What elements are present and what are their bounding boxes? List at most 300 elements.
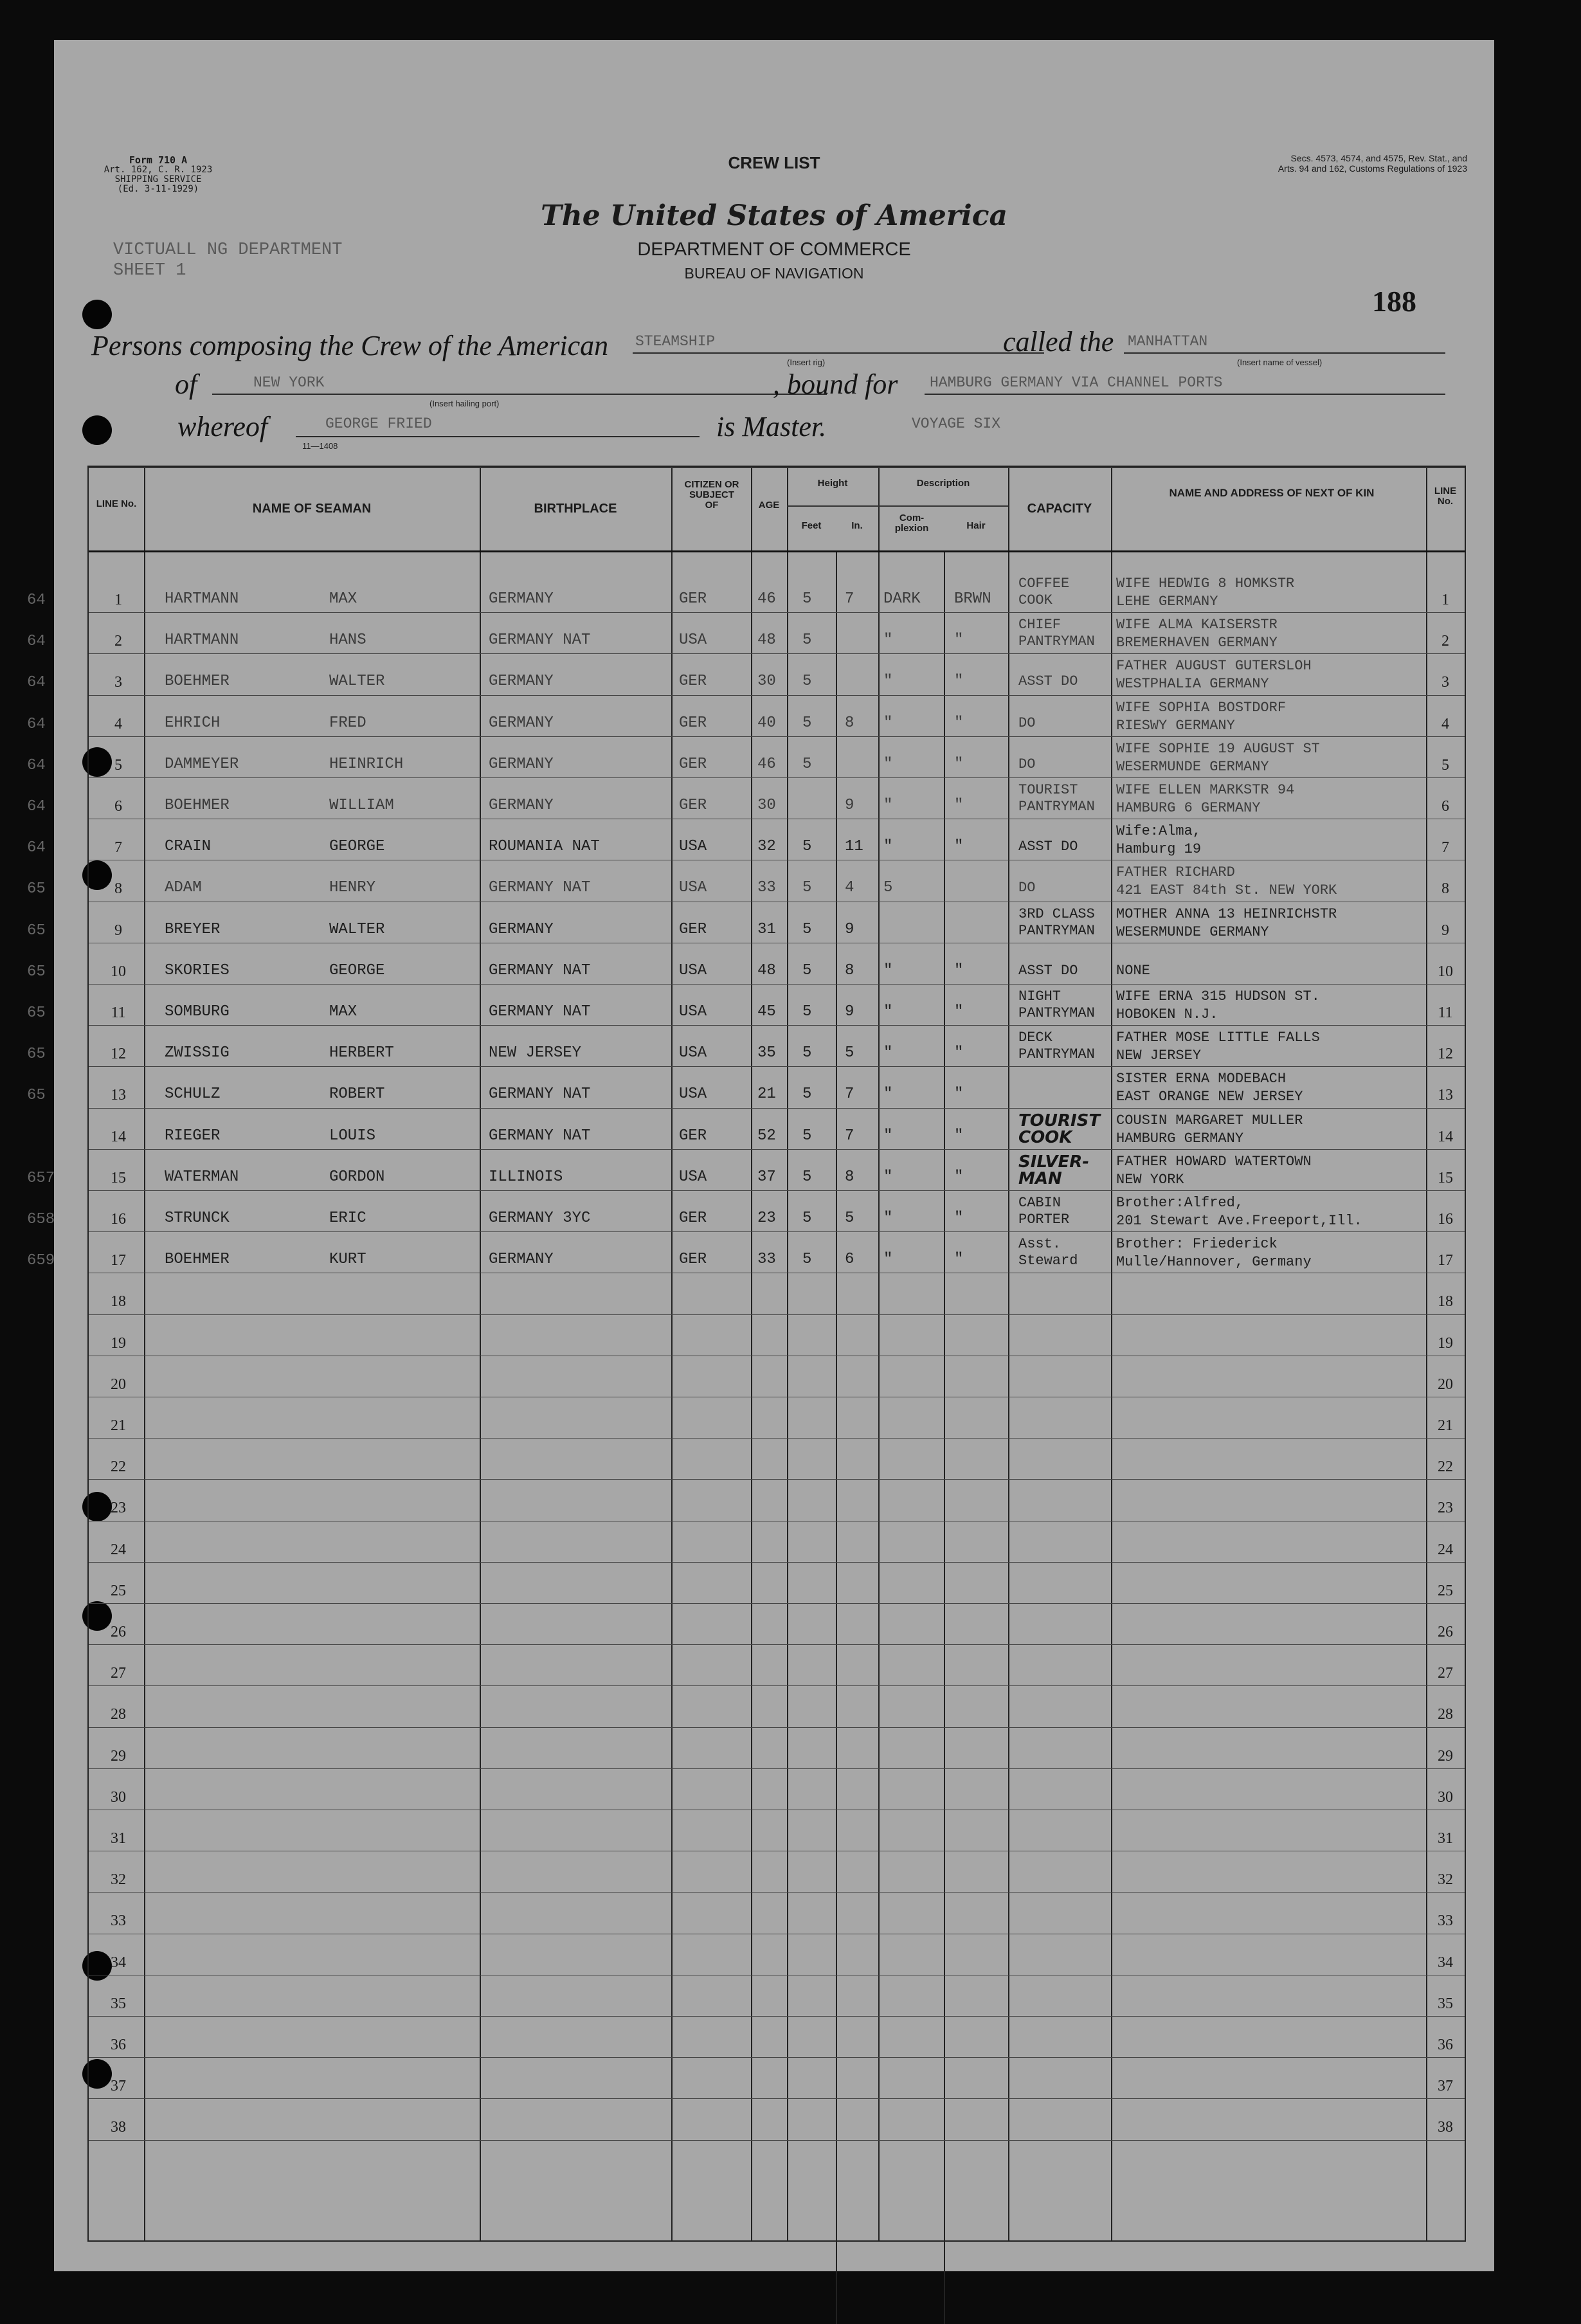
next-of-kin: LEHE GERMANY <box>1116 594 1218 610</box>
line-number-left: 36 <box>111 2037 126 2053</box>
next-of-kin: 201 Stewart Ave.Freeport,Ill. <box>1116 1213 1362 1229</box>
next-of-kin: HAMBURG 6 GERMANY <box>1116 800 1261 816</box>
age: 30 <box>757 673 776 691</box>
hair: " <box>954 838 964 856</box>
next-of-kin: EAST ORANGE NEW JERSEY <box>1116 1089 1303 1105</box>
line-number-right: 20 <box>1438 1375 1453 1393</box>
height-feet: 5 <box>802 714 812 732</box>
vessel-hint: (Insert name of vessel) <box>1237 358 1323 367</box>
height-inches: 9 <box>845 1003 854 1021</box>
height-feet: 5 <box>802 920 812 938</box>
line-number-right: 1 <box>1441 592 1449 608</box>
seaman-given-name: WALTER <box>329 920 385 938</box>
form-article: Art. 162, C. R. 1923 <box>104 165 213 175</box>
seaman-surname: HARTMANN <box>165 631 239 649</box>
citizenship: USA <box>679 838 707 856</box>
punch-hole <box>82 415 112 445</box>
line-number-right: 31 <box>1438 1830 1453 1847</box>
next-of-kin: Brother: Friederick <box>1116 1236 1278 1253</box>
line-number-right: 13 <box>1438 1087 1453 1104</box>
height-feet: 5 <box>802 1044 812 1062</box>
vessel-name: MANHATTAN <box>1128 333 1208 350</box>
capacity: CABIN <box>1018 1195 1062 1211</box>
capacity: SILVER- <box>1018 1152 1090 1172</box>
complexion: " <box>883 631 893 649</box>
next-of-kin: WESTPHALIA GERMANY <box>1116 676 1269 693</box>
line-number-left: 25 <box>111 1582 126 1599</box>
citizenship: GER <box>679 1127 707 1145</box>
row-rule <box>89 984 1465 985</box>
age: 46 <box>757 755 776 773</box>
line-number-right: 14 <box>1438 1128 1453 1145</box>
col-next-of-kin: NAME AND ADDRESS OF NEXT OF KIN <box>1169 487 1375 499</box>
seaman-surname: SCHULZ <box>165 1085 221 1103</box>
next-of-kin: WESERMUNDE GERMANY <box>1116 923 1269 940</box>
birthplace: GERMANY 3YC <box>489 1210 591 1227</box>
next-of-kin: COUSIN MARGARET MULLER <box>1116 1112 1303 1129</box>
line-number-right: 22 <box>1438 1458 1453 1476</box>
next-of-kin: WIFE ERNA 315 HUDSON ST. <box>1116 988 1320 1004</box>
next-of-kin: BREMERHAVEN GERMANY <box>1116 635 1278 651</box>
birthplace: GERMANY NAT <box>489 1003 591 1021</box>
line-number-right: 23 <box>1438 1500 1453 1517</box>
margin-serial: 659 <box>27 1252 55 1270</box>
margin-serial: 64 <box>27 756 46 774</box>
height-feet: 5 <box>802 1127 812 1145</box>
line-number-right: 12 <box>1438 1046 1453 1063</box>
margin-serial: 657 <box>27 1169 55 1187</box>
complexion: " <box>883 838 893 856</box>
capacity: Asst. <box>1018 1236 1062 1253</box>
seaman-surname: ZWISSIG <box>165 1044 230 1062</box>
complexion: " <box>883 673 893 691</box>
line-number-left: 1 <box>114 592 122 608</box>
line-number-right: 15 <box>1438 1169 1453 1186</box>
line-number-right: 28 <box>1438 1706 1453 1723</box>
col-hair: Hair <box>966 520 986 531</box>
col-line-no-right: LINE No. <box>1434 486 1457 507</box>
country-title: The United States of America <box>540 199 1008 232</box>
line-number-right: 10 <box>1438 963 1453 980</box>
height-feet: 5 <box>802 1003 812 1021</box>
seaman-given-name: GEORGE <box>329 838 385 856</box>
line-number-right: 38 <box>1438 2119 1453 2136</box>
col-citizen: CITIZEN OR SUBJECT OF <box>684 479 739 511</box>
seaman-given-name: ERIC <box>329 1210 366 1227</box>
persons-label: Persons composing the Crew of the American <box>91 330 609 361</box>
line-number-right: 18 <box>1438 1293 1453 1311</box>
birthplace: NEW JERSEY <box>489 1044 582 1062</box>
sheet-number: 188 <box>1372 285 1416 318</box>
complexion: " <box>883 1003 893 1021</box>
line-number-right: 36 <box>1438 2037 1453 2053</box>
complexion: " <box>883 797 893 814</box>
line-number-right: 26 <box>1438 1624 1453 1640</box>
age: 37 <box>757 1168 776 1186</box>
line-number-left: 34 <box>111 1954 126 1971</box>
line-number-left: 12 <box>111 1046 126 1063</box>
form-service: SHIPPING SERVICE <box>114 174 202 185</box>
hair: " <box>954 1210 964 1227</box>
age: 21 <box>757 1085 776 1103</box>
seaman-surname: WATERMAN <box>165 1168 239 1186</box>
complexion: " <box>883 1168 893 1186</box>
next-of-kin: MOTHER ANNA 13 HEINRICHSTR <box>1116 905 1337 922</box>
line-number-left: 9 <box>114 921 122 939</box>
line-number-left: 10 <box>111 963 126 980</box>
line-number-right: 29 <box>1438 1747 1453 1765</box>
capacity: DO <box>1018 756 1036 772</box>
age: 32 <box>757 838 776 856</box>
height-inches: 8 <box>845 961 854 979</box>
margin-serial: 64 <box>27 798 46 815</box>
next-of-kin: WESERMUNDE GERMANY <box>1116 758 1269 775</box>
seaman-surname: ADAM <box>165 879 202 897</box>
capacity: PANTRYMAN <box>1018 922 1095 939</box>
line-number-left: 35 <box>111 1995 126 2012</box>
height-feet: 5 <box>802 1168 812 1186</box>
capacity: NIGHT <box>1018 988 1062 1004</box>
age: 31 <box>757 920 776 938</box>
line-number-left: 8 <box>114 880 122 898</box>
citizenship: GER <box>679 920 707 938</box>
of-label: of <box>175 368 197 400</box>
seaman-given-name: ROBERT <box>329 1085 385 1103</box>
next-of-kin: WIFE ALMA KAISERSTR <box>1116 617 1278 633</box>
seaman-surname: STRUNCK <box>165 1210 230 1227</box>
margin-serial: 64 <box>27 715 46 733</box>
row-rule <box>89 653 1465 654</box>
department-title: DEPARTMENT OF COMMERCE <box>637 239 911 260</box>
row-rule <box>89 1190 1465 1191</box>
seaman-given-name: LOUIS <box>329 1127 376 1145</box>
height-feet: 5 <box>802 1251 812 1269</box>
seaman-surname: EHRICH <box>165 714 221 732</box>
height-feet: 5 <box>802 590 812 608</box>
age: 52 <box>757 1127 776 1145</box>
birthplace: GERMANY <box>489 1251 554 1269</box>
row-rule <box>89 2140 1465 2141</box>
next-of-kin: HAMBURG GERMANY <box>1116 1130 1244 1147</box>
line-number-right: 17 <box>1438 1252 1453 1269</box>
age: 48 <box>757 961 776 979</box>
capacity: PANTRYMAN <box>1018 1005 1095 1021</box>
row-rule <box>89 1314 1465 1315</box>
citizenship: USA <box>679 631 707 649</box>
line-number-left: 23 <box>111 1500 126 1517</box>
seaman-given-name: FRED <box>329 714 366 732</box>
line-number-left: 7 <box>114 839 122 857</box>
capacity: PANTRYMAN <box>1018 1046 1095 1063</box>
capacity: COOK <box>1018 592 1052 608</box>
line-number-left: 37 <box>111 2078 126 2095</box>
next-of-kin: WIFE ELLEN MARKSTR 94 <box>1116 782 1295 798</box>
punch-hole <box>82 300 112 329</box>
complexion: " <box>883 714 893 732</box>
complexion: " <box>883 961 893 979</box>
line-number-left: 13 <box>111 1087 126 1104</box>
department-stamp: VICTUALL NG DEPARTMENT <box>113 241 343 260</box>
seaman-given-name: HEINRICH <box>329 755 404 773</box>
line-number-left: 3 <box>114 674 122 691</box>
capacity: TOURIST <box>1018 1111 1101 1130</box>
port-hint: (Insert hailing port) <box>429 399 500 408</box>
citizenship: GER <box>679 673 707 691</box>
margin-serial: 65 <box>27 1004 46 1022</box>
citizenship: GER <box>679 797 707 814</box>
birthplace: GERMANY <box>489 797 554 814</box>
height-inches: 4 <box>845 879 854 897</box>
birthplace: GERMANY NAT <box>489 961 591 979</box>
birthplace: GERMANY NAT <box>489 1085 591 1103</box>
complexion: " <box>883 1127 893 1145</box>
next-of-kin: WIFE HEDWIG 8 HOMKSTR <box>1116 576 1295 592</box>
birthplace: GERMANY NAT <box>489 631 591 649</box>
master-name: GEORGE FRIED <box>325 415 432 432</box>
citizenship: USA <box>679 1003 707 1021</box>
hair: " <box>954 1168 964 1186</box>
capacity: DECK <box>1018 1030 1052 1046</box>
height-inches: 5 <box>845 1210 854 1227</box>
age: 33 <box>757 879 776 897</box>
print-code: 11—1408 <box>302 441 338 451</box>
line-number-right: 9 <box>1441 921 1449 939</box>
line-number-left: 30 <box>111 1788 126 1806</box>
seaman-surname: BREYER <box>165 920 221 938</box>
row-rule <box>89 695 1465 696</box>
line-number-left: 15 <box>111 1169 126 1186</box>
height-feet: 5 <box>802 879 812 897</box>
row-rule <box>89 1066 1465 1067</box>
complexion: " <box>883 1085 893 1103</box>
next-of-kin: Wife:Alma, <box>1116 823 1202 840</box>
line-number-left: 2 <box>114 633 122 650</box>
height-feet: 5 <box>802 1210 812 1227</box>
hair: " <box>954 797 964 814</box>
capacity: PANTRYMAN <box>1018 633 1095 650</box>
line-number-right: 34 <box>1438 1954 1453 1971</box>
next-of-kin: Hamburg 19 <box>1116 841 1202 858</box>
birthplace: GERMANY <box>489 590 554 608</box>
col-height: Height <box>817 478 848 489</box>
seaman-surname: BOEHMER <box>165 1251 230 1269</box>
seaman-surname: BOEHMER <box>165 673 230 691</box>
height-feet: 5 <box>802 755 812 773</box>
seaman-given-name: GORDON <box>329 1168 385 1186</box>
citizenship: USA <box>679 1085 707 1103</box>
col-line-no: LINE No. <box>96 498 137 509</box>
row-rule <box>89 1562 1465 1563</box>
row-rule <box>89 2057 1465 2058</box>
citizenship: USA <box>679 1044 707 1062</box>
master-label: is Master. <box>716 411 827 442</box>
hair: " <box>954 961 964 979</box>
line-number-left: 24 <box>111 1541 126 1558</box>
age: 23 <box>757 1210 776 1227</box>
line-number-left: 28 <box>111 1706 126 1723</box>
line-number-right: 25 <box>1438 1582 1453 1599</box>
capacity: DO <box>1018 880 1036 896</box>
statute-line: Secs. 4573, 4574, and 4575, Rev. Stat., and <box>1290 153 1467 163</box>
height-inches: 7 <box>845 590 854 608</box>
voyage: VOYAGE SIX <box>912 415 1001 432</box>
next-of-kin: 421 EAST 84th St. NEW YORK <box>1116 882 1337 899</box>
age: 30 <box>757 797 776 814</box>
line-number-left: 27 <box>111 1665 126 1682</box>
row-rule <box>89 1768 1465 1769</box>
line-number-right: 37 <box>1438 2078 1453 2095</box>
row-rule <box>89 2016 1465 2017</box>
citizenship: USA <box>679 1168 707 1186</box>
age: 40 <box>757 714 776 732</box>
margin-serial: 64 <box>27 592 46 609</box>
hair: " <box>954 1003 964 1021</box>
line-number-left: 31 <box>111 1830 126 1847</box>
age: 45 <box>757 1003 776 1021</box>
col-name: NAME OF SEAMAN <box>252 502 372 516</box>
col-birthplace: BIRTHPLACE <box>534 502 617 516</box>
row-rule <box>89 1644 1465 1645</box>
birthplace: GERMANY <box>489 920 554 938</box>
next-of-kin: WIFE SOPHIA BOSTDORF <box>1116 699 1287 716</box>
statute-line: Arts. 94 and 162, Customs Regulations of 1923 <box>1278 163 1467 174</box>
line-number-left: 33 <box>111 1912 126 1930</box>
next-of-kin: NEW JERSEY <box>1116 1048 1202 1064</box>
line-number-right: 35 <box>1438 1995 1453 2012</box>
crew-list-sheet <box>27 40 1494 2271</box>
line-number-right: 21 <box>1438 1417 1453 1434</box>
seaman-surname: DAMMEYER <box>165 755 239 773</box>
seaman-given-name: HANS <box>329 631 366 649</box>
citizenship: USA <box>679 961 707 979</box>
line-number-right: 32 <box>1438 1871 1453 1889</box>
margin-serial: 64 <box>27 839 46 857</box>
height-feet: 5 <box>802 838 812 856</box>
doc-title: CREW LIST <box>728 153 820 172</box>
line-number-left: 32 <box>111 1871 126 1889</box>
age: 46 <box>757 590 776 608</box>
height-inches: 7 <box>845 1127 854 1145</box>
next-of-kin: HOBOKEN N.J. <box>1116 1006 1218 1022</box>
capacity: DO <box>1018 714 1036 731</box>
line-number-left: 14 <box>111 1128 126 1145</box>
line-number-left: 18 <box>111 1293 126 1311</box>
col-complexion: Com- plexion <box>894 513 929 534</box>
height-feet: 5 <box>802 673 812 691</box>
next-of-kin: Mulle/Hannover, Germany <box>1116 1254 1312 1271</box>
birthplace: GERMANY <box>489 714 554 732</box>
age: 33 <box>757 1251 776 1269</box>
margin-serial: 65 <box>27 921 46 940</box>
age: 48 <box>757 631 776 649</box>
height-inches: 8 <box>845 714 854 732</box>
height-inches: 5 <box>845 1044 854 1062</box>
line-number-left: 16 <box>111 1211 126 1228</box>
row-rule <box>89 1231 1465 1232</box>
seaman-given-name: WILLIAM <box>329 797 394 814</box>
margin-serial: 64 <box>27 674 46 692</box>
next-of-kin: FATHER RICHARD <box>1116 864 1235 881</box>
line-number-left: 21 <box>111 1417 126 1434</box>
height-inches: 8 <box>845 1168 854 1186</box>
complexion: " <box>883 1044 893 1062</box>
seaman-surname: BOEHMER <box>165 797 230 814</box>
row-rule <box>89 1108 1465 1109</box>
line-number-left: 4 <box>114 715 122 732</box>
line-number-left: 17 <box>111 1252 126 1269</box>
birthplace: GERMANY NAT <box>489 1127 591 1145</box>
next-of-kin: Brother:Alfred, <box>1116 1195 1244 1211</box>
seaman-given-name: HENRY <box>329 879 376 897</box>
line-number-right: 8 <box>1441 880 1449 898</box>
capacity: PORTER <box>1018 1212 1070 1228</box>
row-rule <box>89 1603 1465 1604</box>
citizenship: GER <box>679 590 707 608</box>
row-rule <box>89 1025 1465 1026</box>
citizenship: GER <box>679 755 707 773</box>
col-feet: Feet <box>801 520 822 531</box>
complexion: " <box>883 1210 893 1227</box>
row-rule <box>89 1438 1465 1439</box>
margin-serial: 658 <box>27 1211 55 1228</box>
line-number-right: 7 <box>1441 839 1449 857</box>
line-number-right: 19 <box>1438 1334 1453 1352</box>
line-number-left: 19 <box>111 1334 126 1352</box>
margin-serial: 64 <box>27 633 46 651</box>
bureau-title: BUREAU OF NAVIGATION <box>684 265 864 282</box>
line-number-left: 6 <box>114 798 122 815</box>
hair: " <box>954 714 964 732</box>
row-rule <box>89 1479 1465 1480</box>
col-description: Description <box>916 478 970 489</box>
line-number-right: 6 <box>1441 798 1449 815</box>
seaman-given-name: MAX <box>329 590 357 608</box>
capacity: COOK <box>1018 1127 1072 1147</box>
called-label: called the <box>1003 326 1114 358</box>
line-number-left: 5 <box>114 756 122 774</box>
complexion: DARK <box>883 590 921 608</box>
row-rule <box>89 1892 1465 1893</box>
capacity: Steward <box>1018 1253 1078 1269</box>
row-rule <box>89 1685 1465 1686</box>
rig-value: STEAMSHIP <box>635 333 716 350</box>
next-of-kin: NONE <box>1116 962 1150 979</box>
margin-serial: 65 <box>27 1046 46 1064</box>
line-number-right: 4 <box>1441 715 1449 732</box>
next-of-kin: FATHER HOWARD WATERTOWN <box>1116 1153 1312 1170</box>
seaman-given-name: WALTER <box>329 673 385 691</box>
line-number-left: 38 <box>111 2119 126 2136</box>
capacity: 3RD CLASS <box>1018 905 1095 922</box>
hair: " <box>954 1044 964 1062</box>
hair: " <box>954 755 964 773</box>
complexion: " <box>883 1251 893 1269</box>
line-number-right: 24 <box>1438 1541 1453 1558</box>
capacity: MAN <box>1018 1168 1062 1188</box>
line-number-left: 20 <box>111 1375 126 1393</box>
hair: " <box>954 631 964 649</box>
complexion: " <box>883 755 893 773</box>
seaman-surname: CRAIN <box>165 838 212 856</box>
age: 35 <box>757 1044 776 1062</box>
line-number-right: 30 <box>1438 1788 1453 1806</box>
next-of-kin: WIFE SOPHIE 19 AUGUST ST <box>1116 740 1320 757</box>
next-of-kin: NEW YORK <box>1116 1171 1184 1188</box>
capacity: COFFEE <box>1018 576 1070 592</box>
capacity: ASST DO <box>1018 673 1078 690</box>
row-rule <box>89 612 1465 613</box>
line-number-right: 5 <box>1441 756 1449 774</box>
